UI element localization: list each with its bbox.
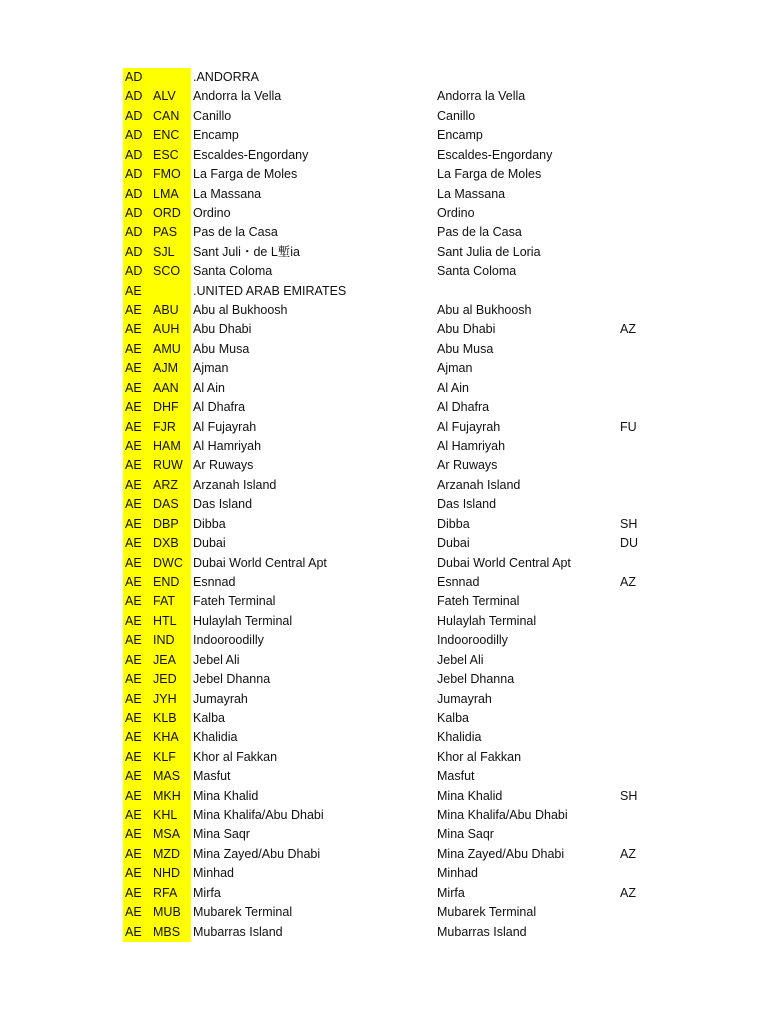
location-name-ascii-cell: Mina Khalid (437, 788, 503, 803)
location-name-cell: Kalba (193, 710, 225, 725)
location-name-cell: Sant Juli・de L塹ia (193, 244, 301, 259)
location-code-cell: ABU (153, 301, 191, 320)
location-code-cell (153, 282, 191, 301)
table-row (0, 787, 768, 806)
table-row (0, 456, 768, 475)
location-name-ascii-cell: Esnnad (437, 574, 480, 589)
subdivision-cell (620, 379, 660, 398)
location-name-cell: Abu al Bukhoosh (193, 303, 288, 318)
subdivision-cell (620, 709, 660, 728)
location-name-cell: Das Island (193, 497, 253, 512)
location-name-ascii-cell: Andorra la Vella (437, 89, 526, 104)
country-code-cell: AE (123, 301, 153, 320)
location-code-cell: AMU (153, 340, 191, 359)
country-code-cell: AD (123, 87, 153, 106)
location-name-ascii-cell: Minhad (437, 866, 478, 881)
location-name-ascii-cell (437, 282, 607, 301)
location-name-cell: Al Dhafra (193, 400, 246, 415)
table-row (0, 806, 768, 825)
location-name-cell: Santa Coloma (193, 264, 273, 279)
location-name-cell: .ANDORRA (193, 70, 259, 84)
subdivision-cell (620, 864, 660, 883)
country-code-cell: AE (123, 320, 153, 339)
location-name-cell: Canillo (193, 108, 232, 123)
location-name-ascii-cell: Mubarek Terminal (437, 905, 537, 920)
location-name-ascii-cell: Khor al Fakkan (437, 749, 522, 764)
location-code-cell: AJM (153, 359, 191, 378)
country-code-cell: AE (123, 379, 153, 398)
location-name-cell: Indooroodilly (193, 633, 264, 648)
location-name-ascii-cell: Ar Ruways (437, 458, 498, 473)
subdivision-cell: FU (620, 419, 637, 434)
country-code-cell: AE (123, 845, 153, 864)
location-name-ascii-cell: Santa Coloma (437, 264, 517, 279)
location-name-ascii-cell: Abu Dhabi (437, 322, 496, 337)
location-code-cell: JEA (153, 651, 191, 670)
location-name-ascii-cell: Pas de la Casa (437, 225, 522, 240)
country-code-cell: AE (123, 923, 153, 942)
location-name-cell: Al Fujayrah (193, 419, 257, 434)
location-code-cell: FJR (153, 418, 191, 437)
location-code-cell: DXB (153, 534, 191, 553)
country-code-cell: AD (123, 146, 153, 165)
country-code-cell: AE (123, 340, 153, 359)
table-row (0, 146, 768, 165)
location-name-cell: Dubai World Central Apt (193, 555, 327, 570)
location-name-ascii-cell: Canillo (437, 108, 476, 123)
location-code-cell: KLF (153, 748, 191, 767)
location-name-ascii-cell (437, 68, 607, 87)
location-name-ascii-cell: Jumayrah (437, 691, 492, 706)
location-name-ascii-cell: Al Dhafra (437, 400, 490, 415)
subdivision-cell (620, 146, 660, 165)
table-row (0, 767, 768, 786)
location-code-cell: AAN (153, 379, 191, 398)
country-code-cell: AD (123, 107, 153, 126)
location-name-ascii-cell: Ordino (437, 205, 475, 220)
table-row (0, 126, 768, 145)
subdivision-cell (620, 107, 660, 126)
country-code-cell: AE (123, 534, 153, 553)
table-row (0, 398, 768, 417)
subdivision-cell (620, 359, 660, 378)
location-name-ascii-cell: Mina Zayed/Abu Dhabi (437, 846, 565, 861)
location-code-cell: ENC (153, 126, 191, 145)
country-code-cell: AE (123, 651, 153, 670)
location-code-cell: ORD (153, 204, 191, 223)
subdivision-cell (620, 68, 660, 87)
table-row (0, 670, 768, 689)
location-name-cell: Mubarek Terminal (193, 905, 293, 920)
subdivision-cell (620, 204, 660, 223)
location-name-cell: Ajman (193, 361, 229, 376)
location-name-cell: La Farga de Moles (193, 167, 298, 182)
table-row (0, 864, 768, 883)
location-name-ascii-cell: Dubai World Central Apt (437, 555, 571, 570)
table-row (0, 534, 768, 553)
location-code-cell: ALV (153, 87, 191, 106)
location-name-ascii-cell: La Massana (437, 186, 506, 201)
country-code-cell: AE (123, 554, 153, 573)
subdivision-cell (620, 612, 660, 631)
table-row (0, 165, 768, 184)
location-code-cell: MAS (153, 767, 191, 786)
location-name-cell: Arzanah Island (193, 477, 277, 492)
table-row (0, 340, 768, 359)
location-code-cell: MBS (153, 923, 191, 942)
country-code-cell: AE (123, 903, 153, 922)
country-code-cell: AD (123, 126, 153, 145)
country-code-cell: AE (123, 282, 153, 301)
country-code-cell: AD (123, 243, 153, 262)
subdivision-cell: AZ (620, 846, 636, 861)
location-code-cell: DAS (153, 495, 191, 514)
table-row (0, 690, 768, 709)
location-code-cell: JED (153, 670, 191, 689)
country-code-cell: AD (123, 204, 153, 223)
location-name-cell: Esnnad (193, 574, 236, 589)
location-name-cell: Ar Ruways (193, 458, 254, 473)
location-code-cell: FAT (153, 592, 191, 611)
table-row (0, 903, 768, 922)
country-code-cell: AE (123, 709, 153, 728)
location-code-cell: MSA (153, 825, 191, 844)
country-code-cell: AE (123, 573, 153, 592)
table-row (0, 476, 768, 495)
subdivision-cell: DU (620, 536, 639, 551)
subdivision-cell (620, 495, 660, 514)
location-code-cell: HAM (153, 437, 191, 456)
location-name-cell: Khor al Fakkan (193, 749, 278, 764)
location-code-cell: SCO (153, 262, 191, 281)
location-name-ascii-cell: Abu Musa (437, 341, 494, 356)
location-name-cell: Jebel Ali (193, 652, 240, 667)
location-name-ascii-cell: Abu al Bukhoosh (437, 303, 532, 318)
subdivision-cell (620, 670, 660, 689)
location-name-cell: Abu Dhabi (193, 322, 252, 337)
subdivision-cell: AZ (620, 322, 636, 337)
location-code-cell: MKH (153, 787, 191, 806)
subdivision-cell (620, 223, 660, 242)
country-code-cell: AE (123, 476, 153, 495)
location-name-cell: La Massana (193, 186, 262, 201)
table-row (0, 282, 768, 301)
location-name-cell: Ordino (193, 205, 231, 220)
table-row (0, 437, 768, 456)
country-code-cell: AE (123, 825, 153, 844)
location-name-ascii-cell: Mubarras Island (437, 924, 527, 939)
location-name-cell: Dibba (193, 516, 226, 531)
subdivision-cell (620, 903, 660, 922)
location-name-cell: Jumayrah (193, 691, 248, 706)
location-name-cell: Encamp (193, 128, 239, 143)
location-name-cell: Minhad (193, 866, 234, 881)
subdivision-cell (620, 282, 660, 301)
country-code-cell: AE (123, 670, 153, 689)
table-row (0, 631, 768, 650)
location-name-cell: Pas de la Casa (193, 225, 278, 240)
location-name-cell: Mirfa (193, 885, 221, 900)
country-code-cell: AE (123, 515, 153, 534)
location-name-ascii-cell: Dibba (437, 516, 470, 531)
location-name-cell: Mina Zayed/Abu Dhabi (193, 846, 321, 861)
table-row (0, 728, 768, 747)
table-row (0, 243, 768, 262)
location-code-cell: KHL (153, 806, 191, 825)
country-code-cell: AE (123, 787, 153, 806)
country-code-cell: AE (123, 612, 153, 631)
country-code-cell: AE (123, 806, 153, 825)
location-name-ascii-cell: Al Hamriyah (437, 439, 506, 454)
table-row (0, 495, 768, 514)
subdivision-cell (620, 456, 660, 475)
table-row (0, 825, 768, 844)
country-code-cell: AE (123, 456, 153, 475)
location-name-cell: .UNITED ARAB EMIRATES (193, 283, 347, 298)
location-name-cell: Mubarras Island (193, 924, 283, 939)
table-row (0, 301, 768, 320)
location-name-ascii-cell: Encamp (437, 128, 483, 143)
location-code-cell: END (153, 573, 191, 592)
location-code-cell: KHA (153, 728, 191, 747)
location-name-cell: Mina Saqr (193, 827, 250, 842)
subdivision-cell (620, 165, 660, 184)
location-name-cell: Hulaylah Terminal (193, 613, 293, 628)
country-code-cell: AD (123, 262, 153, 281)
subdivision-cell: AZ (620, 574, 636, 589)
location-code-cell: JYH (153, 690, 191, 709)
country-code-cell: AD (123, 165, 153, 184)
location-name-ascii-cell: Escaldes-Engordany (437, 147, 553, 162)
location-code-table (0, 68, 768, 942)
location-name-cell: Al Hamriyah (193, 439, 262, 454)
subdivision-cell: SH (620, 516, 638, 531)
subdivision-cell (620, 592, 660, 611)
country-code-cell: AE (123, 359, 153, 378)
country-code-cell: AE (123, 592, 153, 611)
subdivision-cell (620, 728, 660, 747)
subdivision-cell (620, 748, 660, 767)
table-row (0, 320, 768, 339)
location-code-cell: MUB (153, 903, 191, 922)
location-code-cell: AUH (153, 320, 191, 339)
location-code-cell: NHD (153, 864, 191, 883)
subdivision-cell (620, 243, 660, 262)
location-name-ascii-cell: Sant Julia de Loria (437, 244, 541, 259)
location-name-ascii-cell: Al Ain (437, 380, 469, 395)
subdivision-cell (620, 301, 660, 320)
location-name-cell: Dubai (193, 536, 226, 551)
location-name-cell: Andorra la Vella (193, 89, 282, 104)
location-name-ascii-cell: Khalidia (437, 730, 482, 745)
table-row (0, 592, 768, 611)
location-code-cell: ESC (153, 146, 191, 165)
table-row (0, 573, 768, 592)
country-code-cell: AE (123, 884, 153, 903)
location-name-ascii-cell: Ajman (437, 361, 473, 376)
country-code-cell: AE (123, 728, 153, 747)
location-name-cell: Mina Khalid (193, 788, 259, 803)
country-code-cell: AE (123, 418, 153, 437)
location-code-cell: PAS (153, 223, 191, 242)
subdivision-cell: AZ (620, 885, 636, 900)
location-name-ascii-cell: La Farga de Moles (437, 167, 542, 182)
location-name-cell: Khalidia (193, 730, 238, 745)
location-code-cell: MZD (153, 845, 191, 864)
location-name-cell: Fateh Terminal (193, 594, 276, 609)
country-code-cell: AE (123, 437, 153, 456)
country-code-cell: AE (123, 690, 153, 709)
location-name-cell: Escaldes-Engordany (193, 147, 309, 162)
table-row (0, 884, 768, 903)
country-code-cell: AE (123, 398, 153, 417)
location-code-cell: IND (153, 631, 191, 650)
location-name-ascii-cell: Mirfa (437, 885, 465, 900)
location-code-cell: RUW (153, 456, 191, 475)
table-row (0, 612, 768, 631)
subdivision-cell (620, 437, 660, 456)
table-row (0, 68, 768, 87)
table-row (0, 923, 768, 942)
table-row (0, 359, 768, 378)
subdivision-cell (620, 690, 660, 709)
table-row (0, 185, 768, 204)
location-code-cell: DHF (153, 398, 191, 417)
location-name-ascii-cell: Kalba (437, 710, 469, 725)
table-row (0, 107, 768, 126)
location-name-cell: Al Ain (193, 380, 225, 395)
country-code-cell: AD (123, 185, 153, 204)
location-name-ascii-cell: Das Island (437, 497, 497, 512)
location-name-cell: Abu Musa (193, 341, 250, 356)
table-row (0, 87, 768, 106)
location-code-cell: FMO (153, 165, 191, 184)
location-name-ascii-cell: Dubai (437, 536, 470, 551)
country-code-cell: AE (123, 864, 153, 883)
table-row (0, 379, 768, 398)
location-name-cell: Masfut (193, 769, 231, 784)
subdivision-cell (620, 767, 660, 786)
table-row (0, 418, 768, 437)
table-row (0, 515, 768, 534)
subdivision-cell (620, 825, 660, 844)
location-code-cell: RFA (153, 884, 191, 903)
table-row (0, 651, 768, 670)
location-code-cell: CAN (153, 107, 191, 126)
location-code-cell: DWC (153, 554, 191, 573)
subdivision-cell (620, 87, 660, 106)
location-name-ascii-cell: Hulaylah Terminal (437, 613, 537, 628)
location-name-ascii-cell: Masfut (437, 769, 475, 784)
location-code-cell: SJL (153, 243, 191, 262)
location-name-ascii-cell: Arzanah Island (437, 477, 521, 492)
location-code-cell: HTL (153, 612, 191, 631)
table-row (0, 845, 768, 864)
table-row (0, 709, 768, 728)
country-code-cell: AD (123, 223, 153, 242)
table-row (0, 204, 768, 223)
location-name-ascii-cell: Fateh Terminal (437, 594, 520, 609)
location-name-ascii-cell: Jebel Ali (437, 652, 484, 667)
subdivision-cell (620, 806, 660, 825)
country-code-cell: AE (123, 495, 153, 514)
subdivision-cell (620, 476, 660, 495)
location-code-cell: ARZ (153, 476, 191, 495)
location-name-ascii-cell: Mina Khalifa/Abu Dhabi (437, 808, 568, 823)
table-row (0, 262, 768, 281)
table-row (0, 223, 768, 242)
location-name-ascii-cell: Al Fujayrah (437, 419, 501, 434)
location-name-cell: Jebel Dhanna (193, 672, 271, 687)
country-code-cell: AE (123, 631, 153, 650)
location-code-cell (153, 68, 191, 87)
subdivision-cell (620, 651, 660, 670)
table-row (0, 554, 768, 573)
location-code-cell: KLB (153, 709, 191, 728)
location-code-cell: LMA (153, 185, 191, 204)
subdivision-cell (620, 554, 660, 573)
location-name-cell: Mina Khalifa/Abu Dhabi (193, 808, 324, 823)
subdivision-cell (620, 631, 660, 650)
subdivision-cell: SH (620, 788, 638, 803)
subdivision-cell (620, 923, 660, 942)
country-code-cell: AE (123, 748, 153, 767)
location-code-cell: DBP (153, 515, 191, 534)
subdivision-cell (620, 185, 660, 204)
location-name-ascii-cell: Jebel Dhanna (437, 672, 515, 687)
subdivision-cell (620, 126, 660, 145)
location-name-ascii-cell: Indooroodilly (437, 633, 508, 648)
subdivision-cell (620, 340, 660, 359)
country-code-cell: AD (123, 68, 153, 87)
table-row (0, 748, 768, 767)
location-name-ascii-cell: Mina Saqr (437, 827, 494, 842)
subdivision-cell (620, 398, 660, 417)
subdivision-cell (620, 262, 660, 281)
country-code-cell: AE (123, 767, 153, 786)
